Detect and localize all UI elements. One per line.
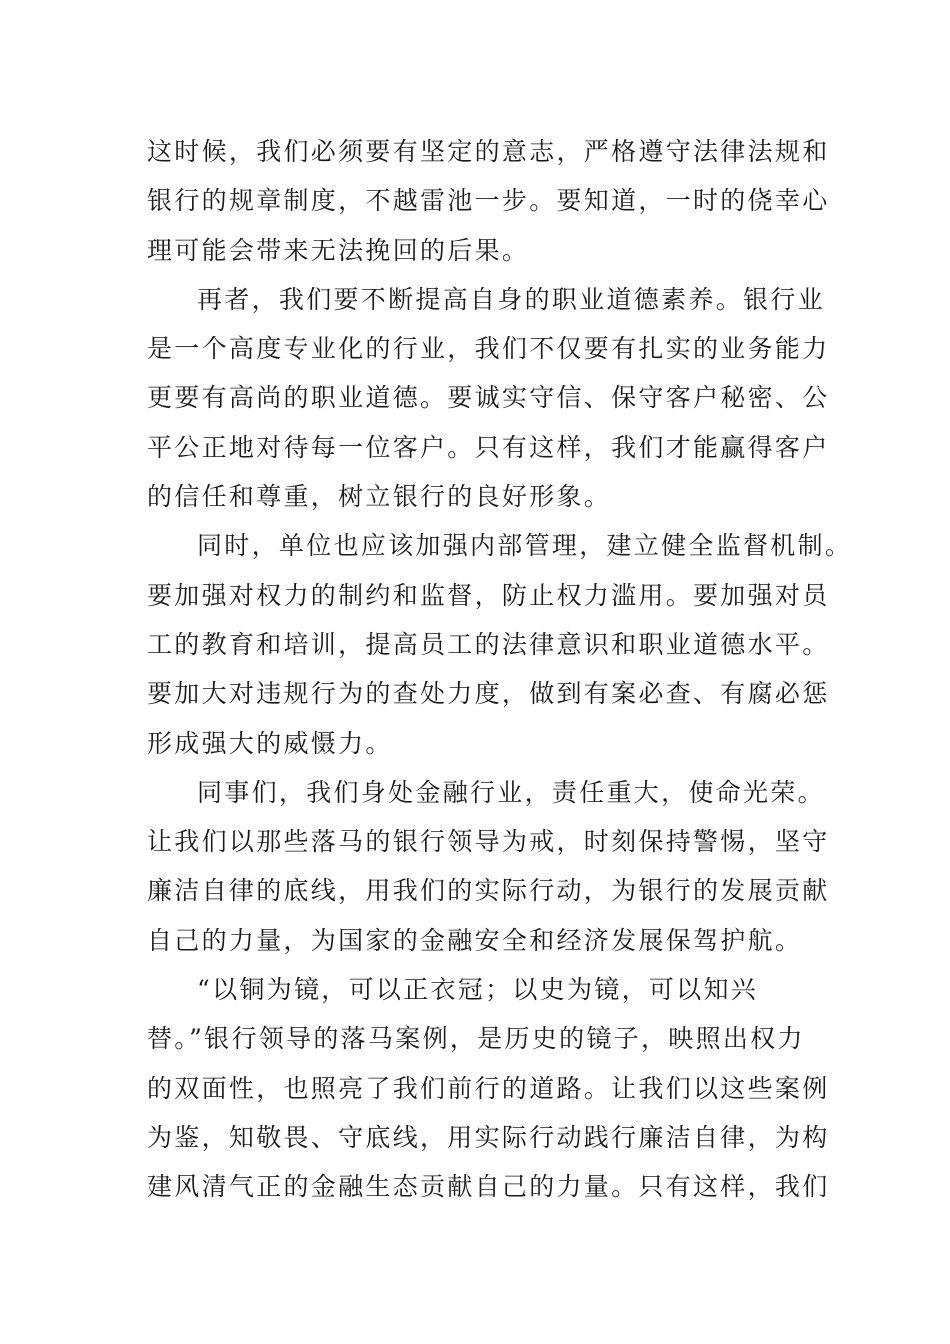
text-line: 要加大对违规行为的查处力度，做到有案必查、有腐必惩 — [147, 679, 830, 709]
text-line: 自己的力量，为国家的金融安全和经济发展保驾护航。 — [147, 925, 803, 955]
text-line: 替。”银行领导的落马案例，是历史的镜子，映照出权力 — [147, 1024, 805, 1054]
text-line: 是一个高度专业化的行业，我们不仅要有扎实的业务能力 — [147, 334, 830, 364]
text-line: 平公正地对待每一位客户。只有这样，我们才能赢得客户 — [147, 432, 830, 462]
paragraph-start-line: 再者，我们要不断提高自身的职业道德素养。银行业 — [197, 284, 825, 314]
paragraph-start-line: “以铜为镜，可以正衣冠；以史为镜，可以知兴 — [197, 975, 759, 1005]
text-line: 让我们以那些落马的银行领导为戒，时刻保持警惕，坚守 — [147, 827, 830, 857]
text-line: 形成强大的威慑力。 — [147, 728, 393, 758]
text-line: 要加强对权力的制约和监督，防止权力滥用。要加强对员 — [147, 580, 830, 610]
text-line: 工的教育和培训，提高员工的法律意识和职业道德水平。 — [147, 629, 830, 659]
text-line: 建风清气正的金融生态贡献自己的力量。只有这样，我们 — [147, 1172, 830, 1202]
text-line: 的信任和尊重，树立银行的良好形象。 — [147, 482, 612, 512]
text-line: 的双面性，也照亮了我们前行的道路。让我们以这些案例 — [147, 1073, 830, 1103]
paragraph-start-line: 同时，单位也应该加强内部管理，建立健全监督机制。 — [197, 531, 853, 561]
paragraph-start-line: 同事们，我们身处金融行业，责任重大，使命光荣。 — [197, 777, 825, 807]
text-line: 更要有高尚的职业道德。要诚实守信、保守客户秘密、公 — [147, 383, 830, 413]
text-line: 银行的规章制度，不越雷池一步。要知道，一时的侥幸心 — [147, 186, 830, 216]
text-line: 廉洁自律的底线，用我们的实际行动，为银行的发展贡献 — [147, 876, 830, 906]
body-text — [147, 127, 853, 1212]
text-line: 这时候，我们必须要有坚定的意志，严格遵守法律法规和 — [147, 137, 830, 166]
text-line: 理可能会带来无法挽回的后果。 — [147, 235, 530, 265]
text-line: 为鉴，知敬畏、守底线，用实际行动践行廉洁自律，为构 — [147, 1122, 830, 1152]
